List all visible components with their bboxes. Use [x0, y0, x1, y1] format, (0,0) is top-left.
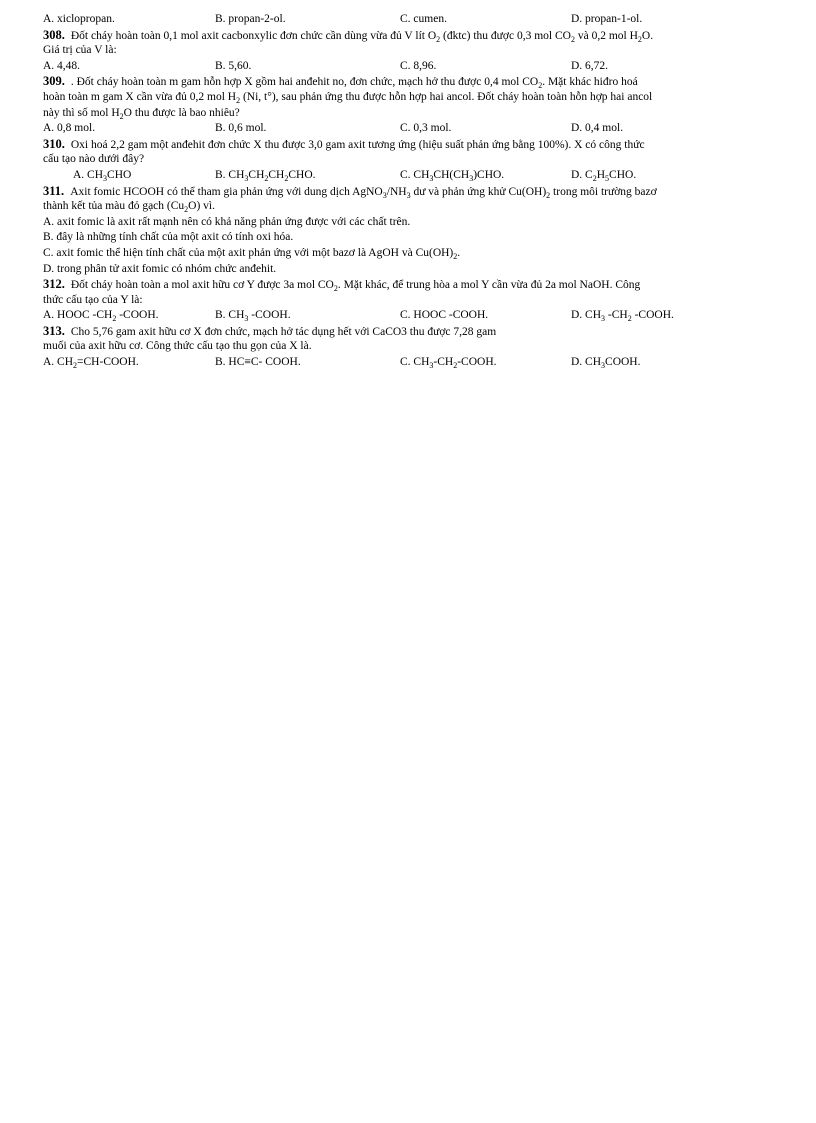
q310-number: 310. [43, 136, 65, 151]
q308-options [43, 59, 783, 75]
q308-question-line2: Giá trị của V là: [43, 44, 117, 57]
q313-number: 313. [43, 323, 65, 338]
q313-question: 313. Cho 5,76 gam axit hữu cơ X đơn chức, mạch hở tác dụng hết với CaCO3 thu được 7,28 gam [43, 323, 497, 338]
q311-option-c: C. axit fomic thể hiện tính chất của một axit phản ứng với một bazơ là AgOH và $Cu(OH)_2$. [43, 246, 461, 261]
q311-option-d: D. trong phân tử axit fomic có nhóm chức anđehit. [43, 262, 277, 275]
q310-options [43, 168, 783, 184]
q308-number: 308. [43, 27, 65, 42]
q313-option-c: C. $CH_3-CH_2$-COOH. [400, 356, 497, 371]
q307-option-d: D. propan-1-ol. [571, 13, 643, 25]
q312-options [43, 308, 783, 324]
q311-question-line2: thành kết tủa màu đỏ gạch $(Cu_2O)$ vì. [43, 200, 215, 215]
q311-number: 311. [43, 183, 65, 198]
q309-option-a: A. 0,8 mol. [43, 122, 96, 135]
q307-option-a: A. xiclopropan. [43, 13, 115, 25]
q312-option-c: C. HOOC -COOH. [400, 309, 489, 322]
q310-option-c: C. $CH_3CH(CH_3)CHO$. [400, 168, 505, 183]
q308-option-b: B. 5,60. [215, 59, 252, 72]
q310-option-a: A. $CH_3CHO$ [73, 168, 132, 183]
q313-option-a: A. $CH_2=CH$-COOH. [43, 356, 139, 371]
q307-option-b: B. propan-2-ol. [215, 13, 286, 25]
q309-question: 309. . Đốt cháy hoàn toàn m gam hỗn hợp X gồm hai anđehit no, đơn chức, mạch hở thu được 0,4 mol $CO_2$. Mặt khác hiđro hoá [43, 74, 638, 91]
q310-option-b: B. $CH_3CH_2CH_2CHO$. [215, 168, 316, 183]
q307-option-c: C. cumen. [400, 13, 447, 25]
q309-number: 309. [43, 74, 65, 89]
document-page [43, 12, 783, 371]
q312-number: 312. [43, 277, 65, 292]
q307-options [43, 12, 783, 28]
q311-option-b: B. đây là những tính chất của một axit có tính oxi hóa. [43, 231, 294, 244]
q308-question: 308. Đốt cháy hoàn toàn 0,1 mol axit cacbonxylic đơn chức cần dùng vừa đủ V lít $O_2$ (đktc) thu được 0,3 mol $CO_2$ và 0,2 mol $H_2O$. [43, 27, 654, 44]
q309-options [43, 121, 783, 137]
q313-option-b: B. HC≡C- COOH. [215, 356, 301, 369]
q310-option-d: D. $C_2H_5CHO$. [571, 168, 637, 183]
q309-option-c: C. 0,3 mol. [400, 122, 452, 135]
q308-option-c: C. 8,96. [400, 59, 437, 72]
q313-question-line2: muối của axit hữu cơ. Công thức cấu tạo thu gọn của X là. [43, 340, 312, 353]
q311-option-a: A. axit fomic là axit rất mạnh nên có khả năng phản ứng được với các chất trên. [43, 215, 411, 228]
q312-option-d: D. $CH_3$ $-CH_2$ -COOH. [571, 309, 674, 324]
q309-option-d: D. 0,4 mol. [571, 122, 624, 135]
q312-option-a: A. HOOC $-CH_2$ -COOH. [43, 309, 159, 324]
q309-question-line3: này thì số mol $H_2O$ thu được là bao nhiêu? [43, 106, 240, 121]
q311-question: 311. Axit fomic HCOOH có thể tham gia phản ứng với dung dịch $AgNO_3/NH_3$ dư và phản ứng khử $Cu(OH)_2$ trong môi trường bazơ [43, 183, 657, 200]
q312-option-b: B. $CH_3$ -COOH. [215, 309, 291, 324]
q312-question-line2: thức cấu tạo của Y là: [43, 293, 143, 306]
q313-option-d: D. $CH_3COOH$. [571, 356, 641, 371]
q308-option-d: D. 6,72. [571, 59, 609, 72]
q312-question: 312. Đốt cháy hoàn toàn a mol axit hữu cơ Y được 3a mol $CO_2$. Mặt khác, để trung hòa a mol Y cần vừa đủ 2a mol NaOH. Công [43, 277, 641, 294]
q310-question-line2: cấu tạo nào dưới đây? [43, 153, 145, 166]
q309-option-b: B. 0,6 mol. [215, 122, 267, 135]
q313-options [43, 355, 783, 371]
q309-question-line2: hoàn toàn m gam X cần vừa đủ 0,2 mol $H_2$ (Ni, t°), sau phản ứng thu được hỗn hợp hai ancol. Đốt cháy hoàn toàn hỗn hợp hai ancol [43, 90, 653, 105]
q310-question: 310. Oxi hoá 2,2 gam một anđehit đơn chức X thu được 3,0 gam axit tương ứng (hiệu suất phản ứng bằng 100%). X có công thức [43, 136, 645, 151]
q308-option-a: A. 4,48. [43, 59, 81, 72]
